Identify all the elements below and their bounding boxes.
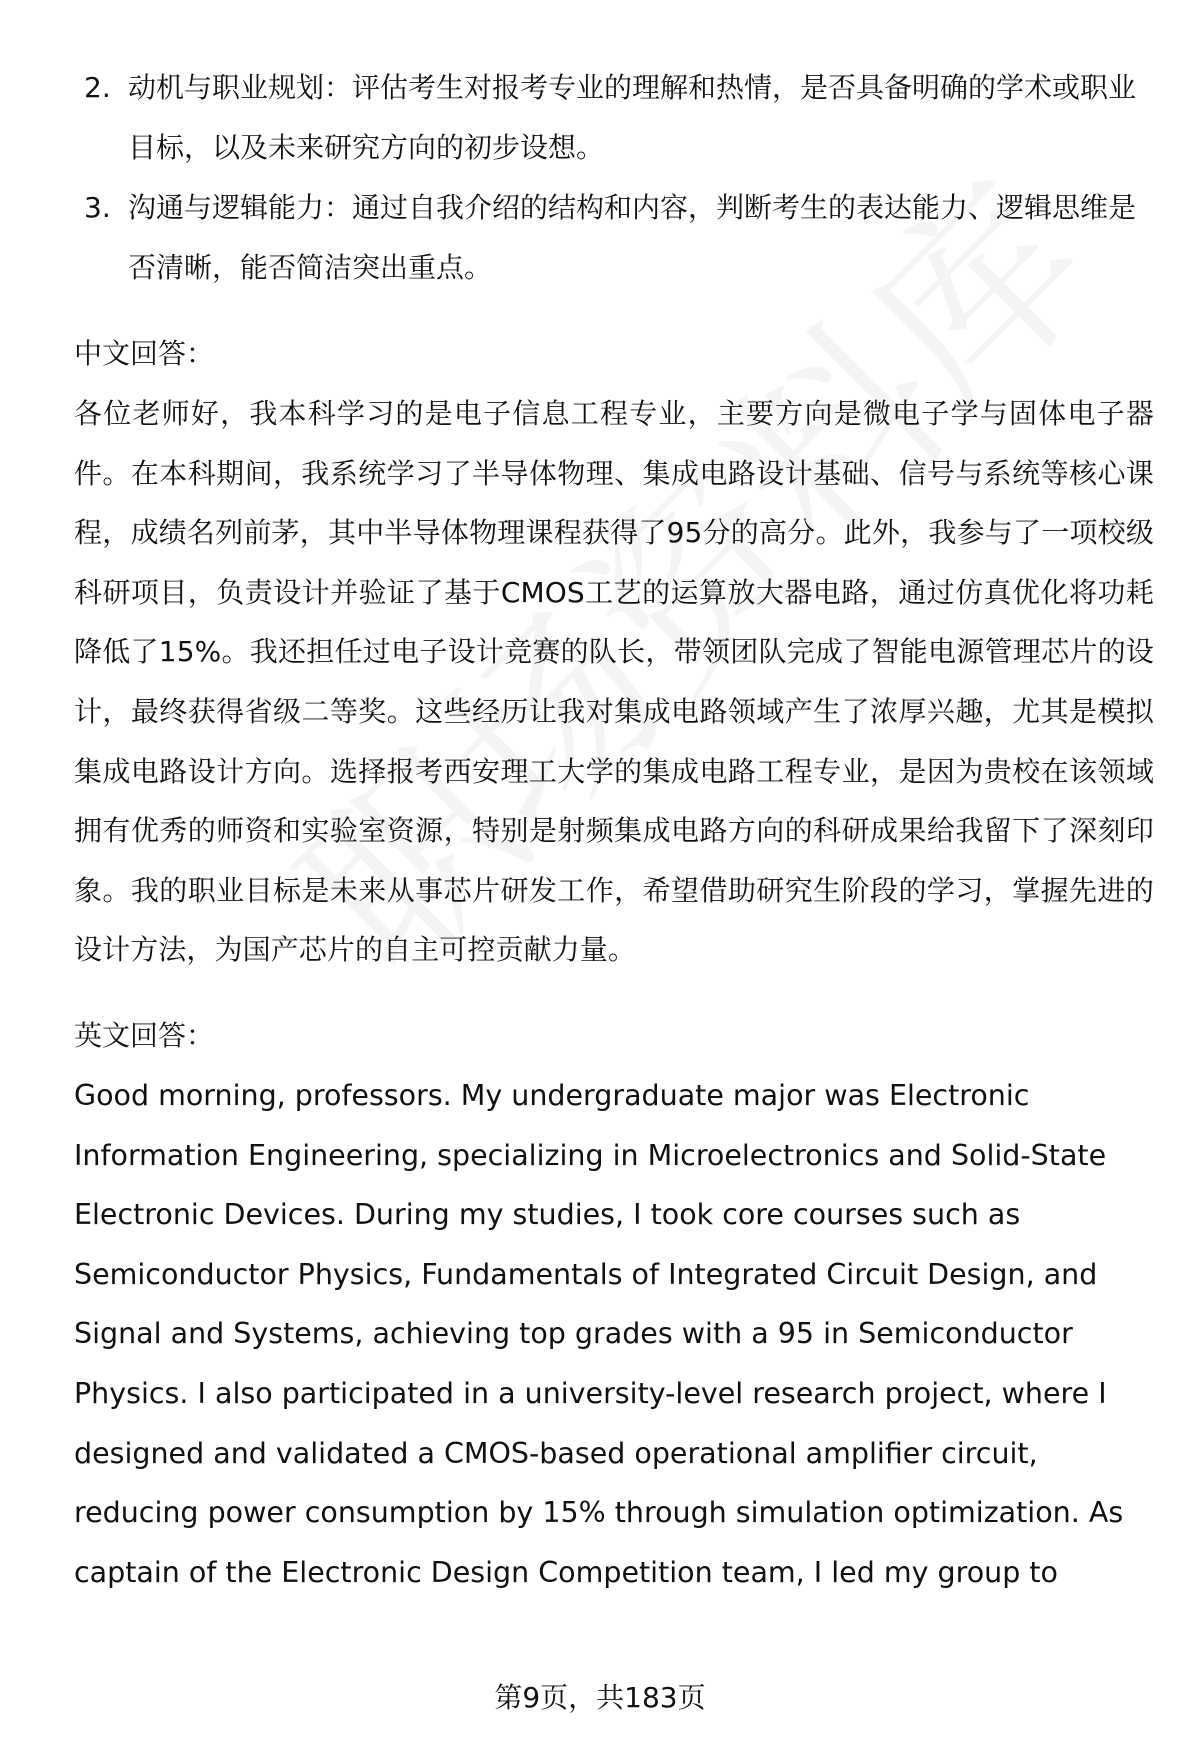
page-content [74,58,1154,1602]
english-answer-label: 英文回答： [74,1018,215,1052]
chinese-answer-label: 中文回答： [74,337,215,370]
list-item [74,178,1154,298]
evaluation-criteria-list [74,58,1154,298]
page-indicator: 第9页，共183页 [494,1681,706,1714]
list-item-text: 动机与职业规划：评估考生对报考专业的理解和热情，是否具备明确的学术或职业目标，以及未来研究方向的初步设想。 [128,71,1137,164]
list-item-number: 2. [84,71,111,104]
english-answer-text: Good morning, professors. My undergraduate major was Electronic Information Engineering, specializing in Microelectronics and Solid-State Electronic Devices. During my studies, I took core courses such as Semiconductor Physics, Fundamentals of Integrated Circuit Design, and Signal and Systems, achieving top grades with a 95 in Semiconductor Physics. I also participated in a university-level research project, where I designed and validated a CMOS-based operational amplifier circuit, reducing power consumption by 15% through simulation optimization. As captain of the Electronic Design Competition team, I led my group to [74,1078,1124,1589]
chinese-answer-text: 各位老师好，我本科学习的是电子信息工程专业，主要方向是微电子学与固体电子器件。在本科期间，我系统学习了半导体物理、集成电路设计基础、信号与系统等核心课程，成绩名列前茅，其中半导体物理课程获得了95分的高分。此外，我参与了一项校级科研项目，负责设计并验证了基于CMOS工艺的运算放大器电路，通过仿真优化将功耗降低了15%。我还担任过电子设计竞赛的队长，带领团队完成了智能电源管理芯片的设计，最终获得省级二等奖。这些经历让我对集成电路领域产生了浓厚兴趣，尤其是模拟集成电路设计方向。选择报考西安理工大学的集成电路工程专业，是因为贵校在该领域拥有优秀的师资和实验室资源，特别是射频集成电路方向的科研成果给我留下了深刻印象。我的职业目标是未来从事芯片研发工作，希望借助研究生阶段的学习，掌握先进的设计方法，为国产芯片的自主可控贡献力量。 [74,397,1154,967]
list-item [74,58,1154,178]
list-item-number: 3. [84,191,111,224]
list-item-text: 沟通与逻辑能力：通过自我介绍的结构和内容，判断考生的表达能力、逻辑思维是否清晰，能否简洁突出重点。 [128,191,1137,284]
